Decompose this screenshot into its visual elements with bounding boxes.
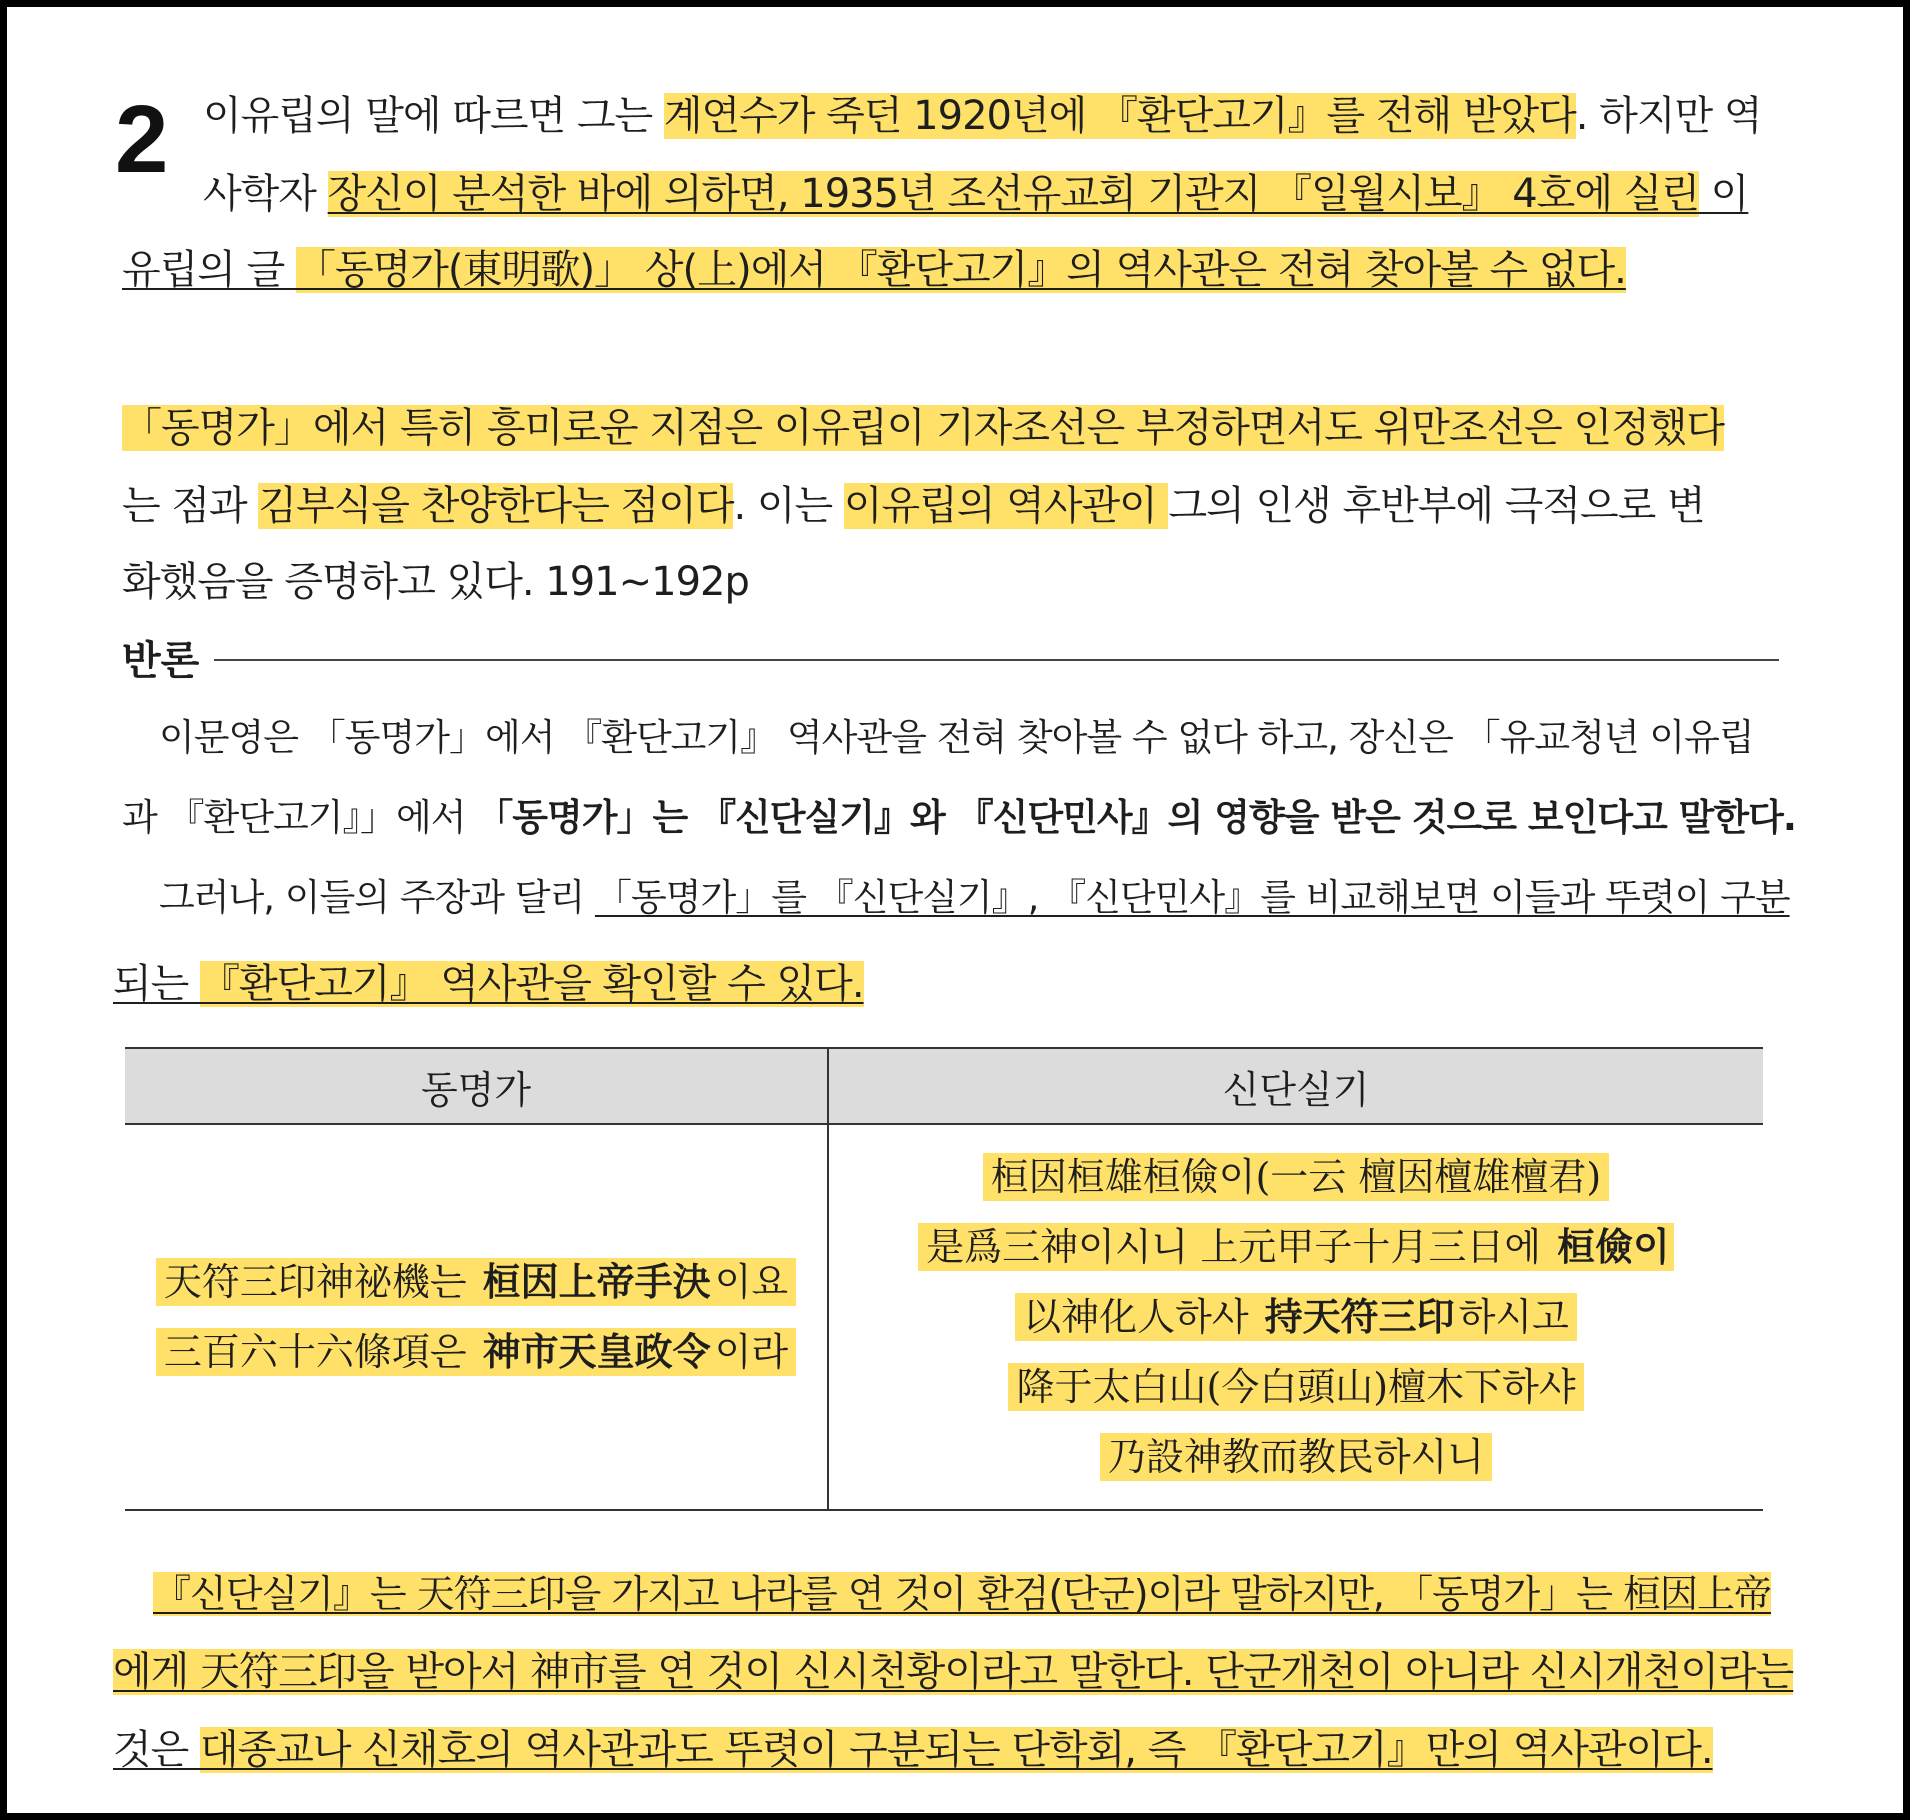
text: . 이는 <box>733 483 844 529</box>
para1-line3 <box>122 241 1626 299</box>
text: 以神化人하사 <box>1019 1293 1265 1341</box>
rebuttal-line2 <box>122 789 1796 847</box>
underline: 되는 <box>113 961 200 1007</box>
column-header: 신단실기 <box>828 1048 1763 1124</box>
comparison-table <box>125 1047 1763 1511</box>
text: 과 『환단고기』」에서 <box>122 796 477 839</box>
highlight: 계연수가 죽던 1920년에 『환단고기』를 전해 받았다 <box>663 93 1576 139</box>
highlight-underline: 『신단실기』는 天符三印을 가지고 나라를 연 것이 환검(단군)이라 말하지만, 「동명가」는 桓因上帝 <box>153 1572 1771 1616</box>
verse-line <box>830 1142 1762 1212</box>
para2-line2 <box>122 477 1705 535</box>
text: . 하지만 역 <box>1575 93 1762 139</box>
para2-line1 <box>122 399 1724 457</box>
section-number: 2 <box>115 86 169 193</box>
table-cell-donmyeongga <box>125 1124 828 1510</box>
text: 이문영은 「동명가」에서 『환단고기』 역사관을 전혀 찾아볼 수 없다 하고, 장신은 「유교청년 이유립 <box>159 716 1754 759</box>
bold-text: 桓因上帝手決 <box>482 1259 711 1304</box>
text: 그러나, 이들의 주장과 달리 <box>159 876 595 919</box>
highlight: 「동명가」에서 특히 흥미로운 지점은 이유립이 기자조선은 부정하면서도 위만조선은 인정했다 <box>122 405 1725 451</box>
verse-line <box>126 1247 826 1317</box>
text: 三百六十六條項은 <box>160 1328 483 1376</box>
table-row <box>125 1124 1763 1510</box>
highlight: 김부식을 찬양한다는 점이다 <box>258 483 734 529</box>
conclusion-line1 <box>153 1565 1771 1623</box>
underline: 「동명가」를 『신단실기』, 『신단민사』를 비교해보면 이들과 뚜렷이 구분 <box>594 876 1790 919</box>
text: 는 점과 <box>122 483 259 529</box>
underline: 것은 <box>113 1727 200 1773</box>
text: 화했음을 증명하고 있다. 191~192p <box>122 559 749 605</box>
text: 이라 <box>711 1328 792 1376</box>
conclusion-line3 <box>113 1721 1713 1779</box>
text: 是爲三神이시니 上元甲子十月三日에 <box>922 1223 1557 1271</box>
rebuttal-line1 <box>159 709 1754 767</box>
rebuttal-line4 <box>113 955 864 1013</box>
highlight-underline: 장신이 분석한 바에 의하면, 1935년 조선유교회 기관지 『일월시보』 4호에 실린 <box>327 171 1699 217</box>
text: 天符三印神祕機는 <box>160 1258 483 1306</box>
text: 乃設神教而教民하시니 <box>1104 1433 1488 1481</box>
highlight-underline: 대종교나 신채호의 역사관과도 뚜렷이 구분되는 단학회, 즉 『환단고기』만의 역사관이다. <box>200 1727 1713 1773</box>
section-divider <box>214 659 1779 661</box>
bold-text: 桓儉이 <box>1557 1224 1670 1269</box>
text: 이유립의 말에 따르면 그는 <box>203 93 664 139</box>
verse-line <box>830 1422 1762 1492</box>
text: 桓因桓雄桓儉이(一云 檀因檀雄檀君) <box>987 1153 1605 1201</box>
table-header-row <box>125 1048 1763 1124</box>
verse-line <box>830 1352 1762 1422</box>
rebuttal-line3 <box>159 869 1790 927</box>
column-header: 동명가 <box>125 1048 828 1124</box>
para2-line3 <box>122 553 749 611</box>
text: 降于太白山(今白頭山)檀木下하샤 <box>1012 1363 1579 1411</box>
para1-line1 <box>203 87 1762 145</box>
highlight-underline: 『환단고기』 역사관을 확인할 수 있다. <box>200 961 864 1007</box>
highlight-underline: 「동명가(東明歌)」 상(上)에서 『환단고기』의 역사관은 전혀 찾아볼 수 없다. <box>296 247 1626 293</box>
text: 하시고 <box>1455 1293 1573 1341</box>
bold-text: 神市天皇政令 <box>482 1329 711 1374</box>
underline: 이 <box>1698 171 1749 217</box>
highlight-underline: 에게 天符三印을 받아서 神市를 연 것이 신시천황이라고 말한다. 단군개천이 아니라 신시개천이라는 <box>113 1649 1794 1695</box>
text: 그의 인생 후반부에 극적으로 변 <box>1168 483 1705 529</box>
para1-line2 <box>203 165 1748 223</box>
document-page <box>7 7 1903 1813</box>
table-cell-sindansilgi <box>828 1124 1763 1510</box>
rebuttal-title: 반론 <box>122 638 200 684</box>
bold-text: 「동명가」는 『신단실기』와 『신단민사』의 영향을 받은 것으로 보인다고 말한다. <box>476 796 1796 839</box>
bold-text: 持天符三印 <box>1264 1294 1455 1339</box>
conclusion-line2 <box>113 1643 1793 1701</box>
underline: 유립의 글 <box>122 247 296 293</box>
verse-line <box>830 1212 1762 1282</box>
text: 사학자 <box>203 171 328 217</box>
text: 이요 <box>711 1258 792 1306</box>
verse-line <box>830 1282 1762 1352</box>
verse-line <box>126 1317 826 1387</box>
highlight: 이유립의 역사관이 <box>843 483 1169 529</box>
